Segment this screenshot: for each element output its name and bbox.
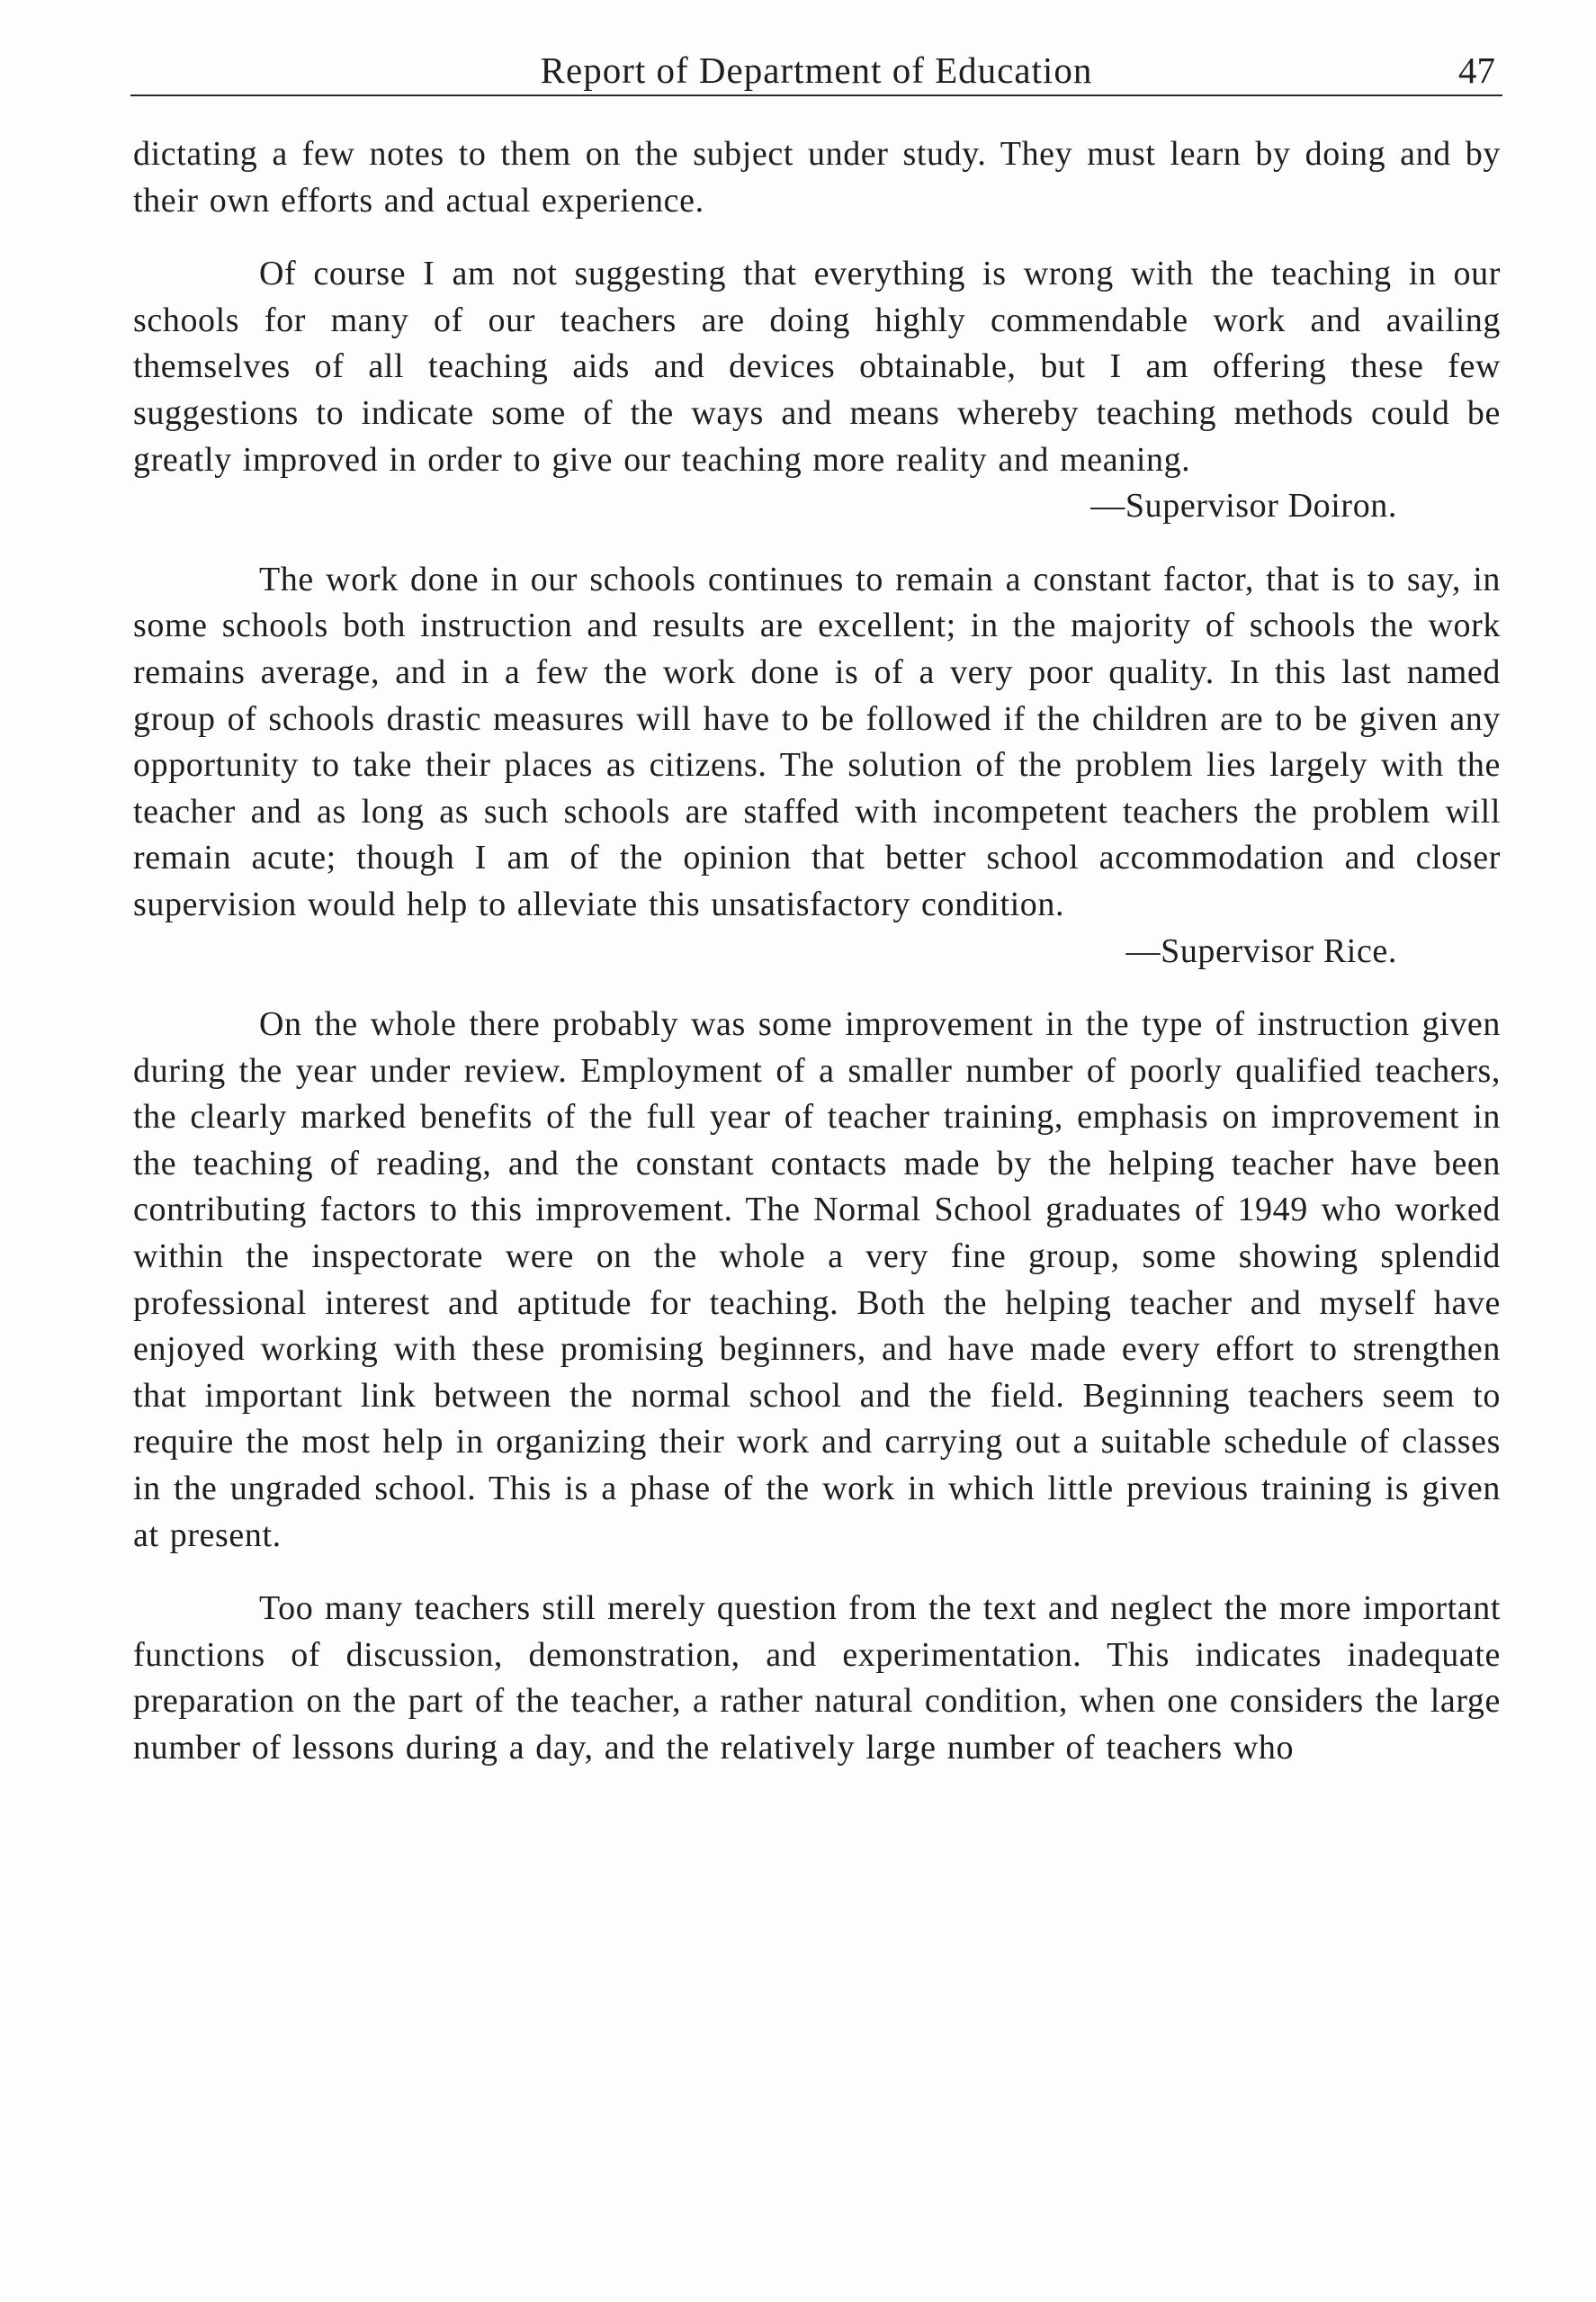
signature-rice: —Supervisor Rice.	[1125, 931, 1397, 970]
page-number: 47	[1458, 49, 1495, 91]
header-rule	[130, 94, 1502, 96]
paragraph-gap	[133, 1559, 1501, 1586]
paragraph-too-many-teachers: Too many teachers still merely question from the text and neglect the more important functions of discussion, demonstration, and experimentation. This indicates inadequate preparation on the part of the teacher, a rather natural condition, when one considers the large number of lessons during a day, and the relatively large number of teachers who	[133, 1589, 1501, 1767]
paragraph-rice: The work done in our schools continues to remain a constant factor, that is to say, in some schools both instruction and results are excellent; in the majority of schools the work remains average, and in a few the work done is of a very poor quality. In this last named group of schools drastic measures will have to be followed if the children are to be given any opportunity to take their places as citizens. The solution of the problem lies largely with the teacher and as long as such schools are staffed with incompetent teachers the problem will remain acute; though I am of the opinion that better school accommodation and closer supervision would help to alleviate this unsatisfactory condition.	[133, 560, 1501, 923]
running-head	[130, 40, 1502, 97]
paragraph-gap	[133, 224, 1501, 251]
body-text	[133, 131, 1501, 1772]
paragraph-doiron: Of course I am not suggesting that everything is wrong with the teaching in our schools for many of our teachers are doing highly commendable work and availing themselves of all teaching aids and devices obtainable, but I am offering these few suggestions to indicate some of the ways and means whereby teaching methods could be greatly improved in order to give our teaching more reality and meaning.	[133, 255, 1501, 479]
signature-doiron: —Supervisor Doiron.	[1090, 487, 1397, 526]
paragraph-gap	[133, 975, 1501, 1002]
paragraph-continuation: dictating a few notes to them on the subject under study. They must learn by doing and by their own efforts and actual experience.	[133, 135, 1501, 220]
running-head-title: Report of Department of Education	[540, 49, 1093, 91]
paragraph-improvement: On the whole there probably was some improvement in the type of instruction given during the year under review. Employment of a smaller number of poorly qualified teachers, the clearly marked benefits of the full year of teacher training, emphasis on improvement in the teaching of reading, and the constant contacts made by the helping teacher have been contributing factors to this improvement. The Normal School graduates of 1949 who worked within the inspectorate were on the whole a very fine group, some showing splendid professional interest and aptitude for teaching. Both the helping teacher and myself have enjoyed working with these promising beginners, and have made every effort to strengthen that important link between the normal school and the field. Beginning teachers seem to require the most help in organizing their work and carrying out a suitable schedule of classes in the ungraded school. This is a phase of the work in which little previous training is given at present.	[133, 1005, 1501, 1554]
paragraph-gap	[133, 530, 1501, 557]
